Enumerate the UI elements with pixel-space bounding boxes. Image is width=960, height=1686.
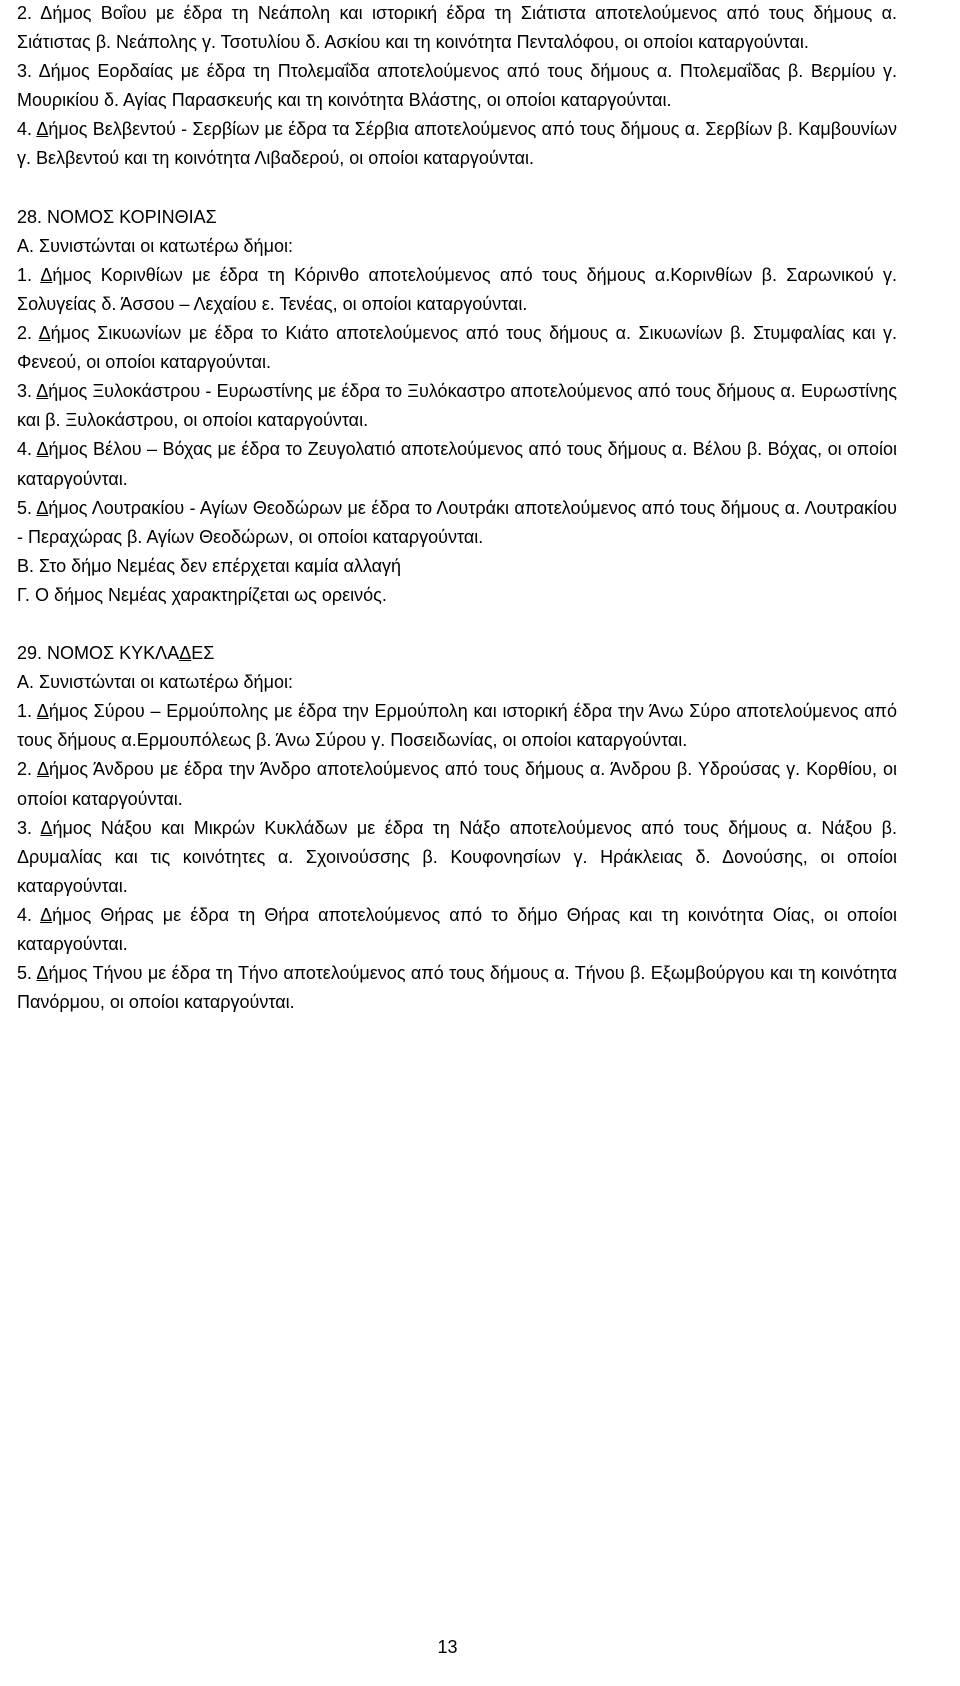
item-number: 4.	[17, 119, 37, 140]
paragraph-velventou	[17, 115, 897, 173]
spacer	[17, 174, 897, 203]
list-item: 1. Δήμος Σύρου – Ερμούπολης με έδρα την Ερμούπολη και ιστορική έδρα την Άνω Σύρο αποτελούμενος από τους δήμους α.Ερμουπόλεως β. Άνω Σύρου γ. Ποσειδωνίας, οι οποίοι καταργούνται.	[17, 701, 897, 751]
list-item: 2. Δήμος Σικυωνίων με έδρα το Κιάτο αποτελούμενος από τους δήμους α. Σικυωνίων β. Στυμφαλίας και γ. Φενεού, οι οποίοι καταργούνται.	[17, 323, 897, 373]
section-heading: 28. ΝΟΜΟΣ ΚΟΡΙΝΘΙΑΣ	[17, 206, 217, 227]
list-item: 4. Δήμος Θήρας με έδρα τη Θήρα αποτελούμενος από το δήμο Θήρας και τη κοινότητα Οίας, οι οποίοι καταργούνται.	[17, 904, 897, 954]
list-item: 5. Δήμος Λουτρακίου - Αγίων Θεοδώρων με έδρα το Λουτράκι αποτελούμενος από τους δήμους α. Λουτρακίου - Περαχώρας β. Αγίων Θεοδώρων, οι οποίοι καταργούνται.	[17, 497, 897, 547]
section-heading: 29. ΝΟΜΟΣ ΚΥΚΛΑΔΕΣ	[17, 643, 215, 664]
list-item: 3. Δήμος Νάξου και Μικρών Κυκλάδων με έδρα τη Νάξο αποτελούμενος από τους δήμους α. Νάξου β. Δρυμαλίας και τις κοινότητες α. Σχοινούσσης β. Κουφονησίων γ. Ηράκλειας δ. Δονούσης, οι οποίοι καταργούνται.	[17, 817, 897, 896]
section-kykladon	[17, 639, 897, 1017]
list-item: 1. Δήμος Κορινθίων με έδρα τη Κόρινθο αποτελούμενος από τους δήμους α.Κορινθίων β. Σαρωνικού γ. Σολυγείας δ. Άσσου – Λεχαίου ε. Τενέας, οι οποίοι καταργούνται.	[17, 264, 897, 314]
list-item: 5. Δήμος Τήνου με έδρα τη Τήνο αποτελούμενος από τους δήμους α. Τήνου β. Εξωμβούργου και τη κοινότητα Πανόρμου, οι οποίοι καταργούνται.	[17, 963, 897, 1013]
list-item: 3. Δήμος Ξυλοκάστρου - Ευρωστίνης με έδρα το Ξυλόκαστρο αποτελούμενος από τους δήμους α. Ευρωστίνης και β. Ξυλοκάστρου, οι οποίοι καταργούνται.	[17, 381, 897, 431]
section-korinthias	[17, 203, 897, 610]
page-number: 13	[437, 1637, 458, 1657]
section-subheading: Α. Συνιστώνται οι κατωτέρω δήμοι:	[17, 235, 293, 256]
section-subheading: Α. Συνιστώνται οι κατωτέρω δήμοι:	[17, 672, 293, 693]
spacer	[17, 610, 897, 639]
list-item: 2. Δήμος Άνδρου με έδρα την Άνδρο αποτελούμενος από τους δήμους α. Άνδρου β. Υδρούσας γ. Κορθίου, οι οποίοι καταργούνται.	[17, 759, 897, 809]
list-item: 4. Δήμος Βέλου – Βόχας με έδρα το Ζευγολατιό αποτελούμενος από τους δήμους α. Βέλου β. Βόχας, οι οποίοι καταργούνται.	[17, 439, 897, 489]
section-note-c: Γ. Ο δήμος Νεμέας χαρακτηρίζεται ως ορεινός.	[17, 584, 387, 605]
section-note-b: Β. Στο δήμο Νεμέας δεν επέρχεται καμία αλλαγή	[17, 555, 402, 576]
document-body	[17, 0, 897, 1017]
underlined-letter: Δ	[36, 119, 49, 140]
item-text: ήμος Βελβεντού - Σερβίων με έδρα τα Σέρβια αποτελούμενος από τους δήμους α. Σερβίων β. Καμβουνίων γ. Βελβεντού και τη κοινότητα Λιβαδερού, οι οποίοι καταργούνται.	[17, 119, 897, 169]
paragraph-eordaias: 3. Δήμος Εορδαίας με έδρα τη Πτολεμαΐδα αποτελούμενος από τους δήμους α. Πτολεμαΐδας β. Βερμίου γ. Μουρικίου δ. Αγίας Παρασκευής και τη κοινότητα Βλάστης, οι οποίοι καταργούνται.	[17, 61, 897, 111]
paragraph-voiou: 2. Δήμος Βοΐου με έδρα τη Νεάπολη και ιστορική έδρα τη Σιάτιστα αποτελούμενος από τους δήμους α. Σιάτιστας β. Νεάπολης γ. Τσοτυλίου δ. Ασκίου και τη κοινότητα Πενταλόφου, οι οποίοι καταργούνται.	[17, 3, 897, 53]
